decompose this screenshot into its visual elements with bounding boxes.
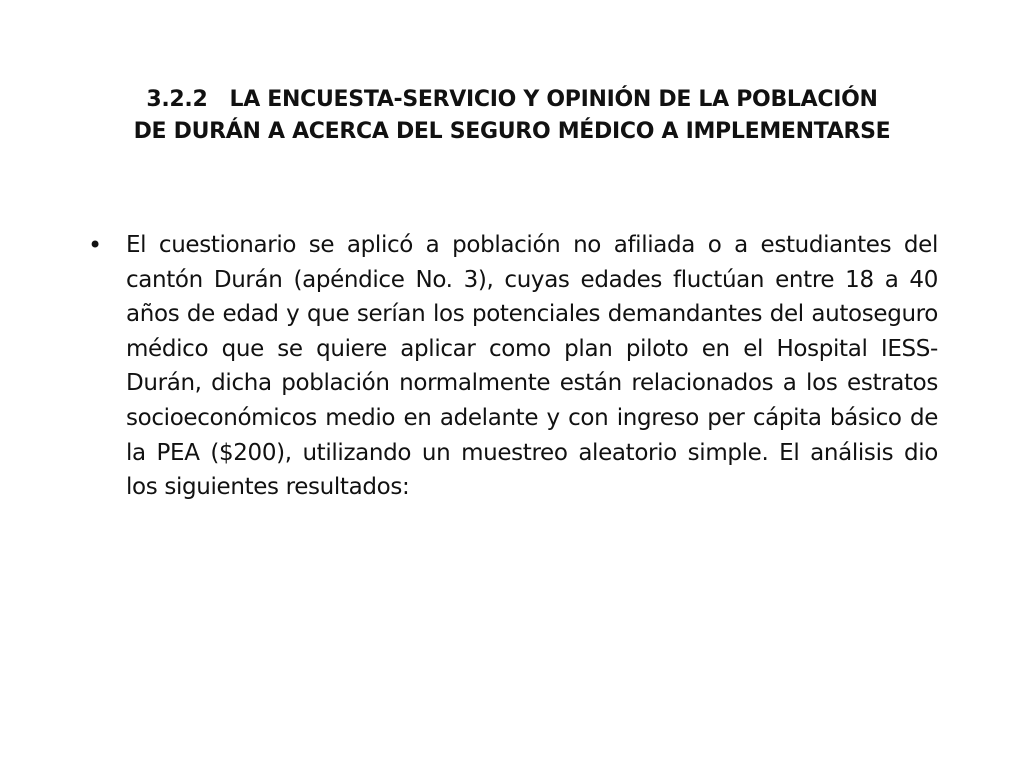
title-text-line-1: LA ENCUESTA-SERVICIO Y OPINIÓN DE LA POBLACIÓN (229, 87, 878, 112)
title-text-line-2: DE DURÁN A ACERCA DEL SEGURO MÉDICO A IMPLEMENTARSE (133, 119, 891, 144)
bullet-icon: • (88, 231, 103, 259)
title-line-1 (80, 84, 944, 116)
bullet-paragraph: El cuestionario se aplicó a población no afiliada o a estudiantes del cantón Durán (apéndice No. 3), cuyas edades fluctúan entre 18 a 40 años de edad y que serían los potenciales demandantes del autoseguro médico que se quiere aplicar como plan piloto en el Hospital IESS-Durán, dicha población normalmente están relacionados a los estratos socioeconómicos medio en adelante y con ingreso per cápita básico de la PEA ($200), utilizando un muestreo aleatorio simple. El análisis dio los siguientes resultados: (126, 232, 938, 501)
bullet-list-item (88, 228, 938, 505)
section-number: 3.2.2 (146, 87, 208, 112)
slide-title (80, 84, 944, 148)
